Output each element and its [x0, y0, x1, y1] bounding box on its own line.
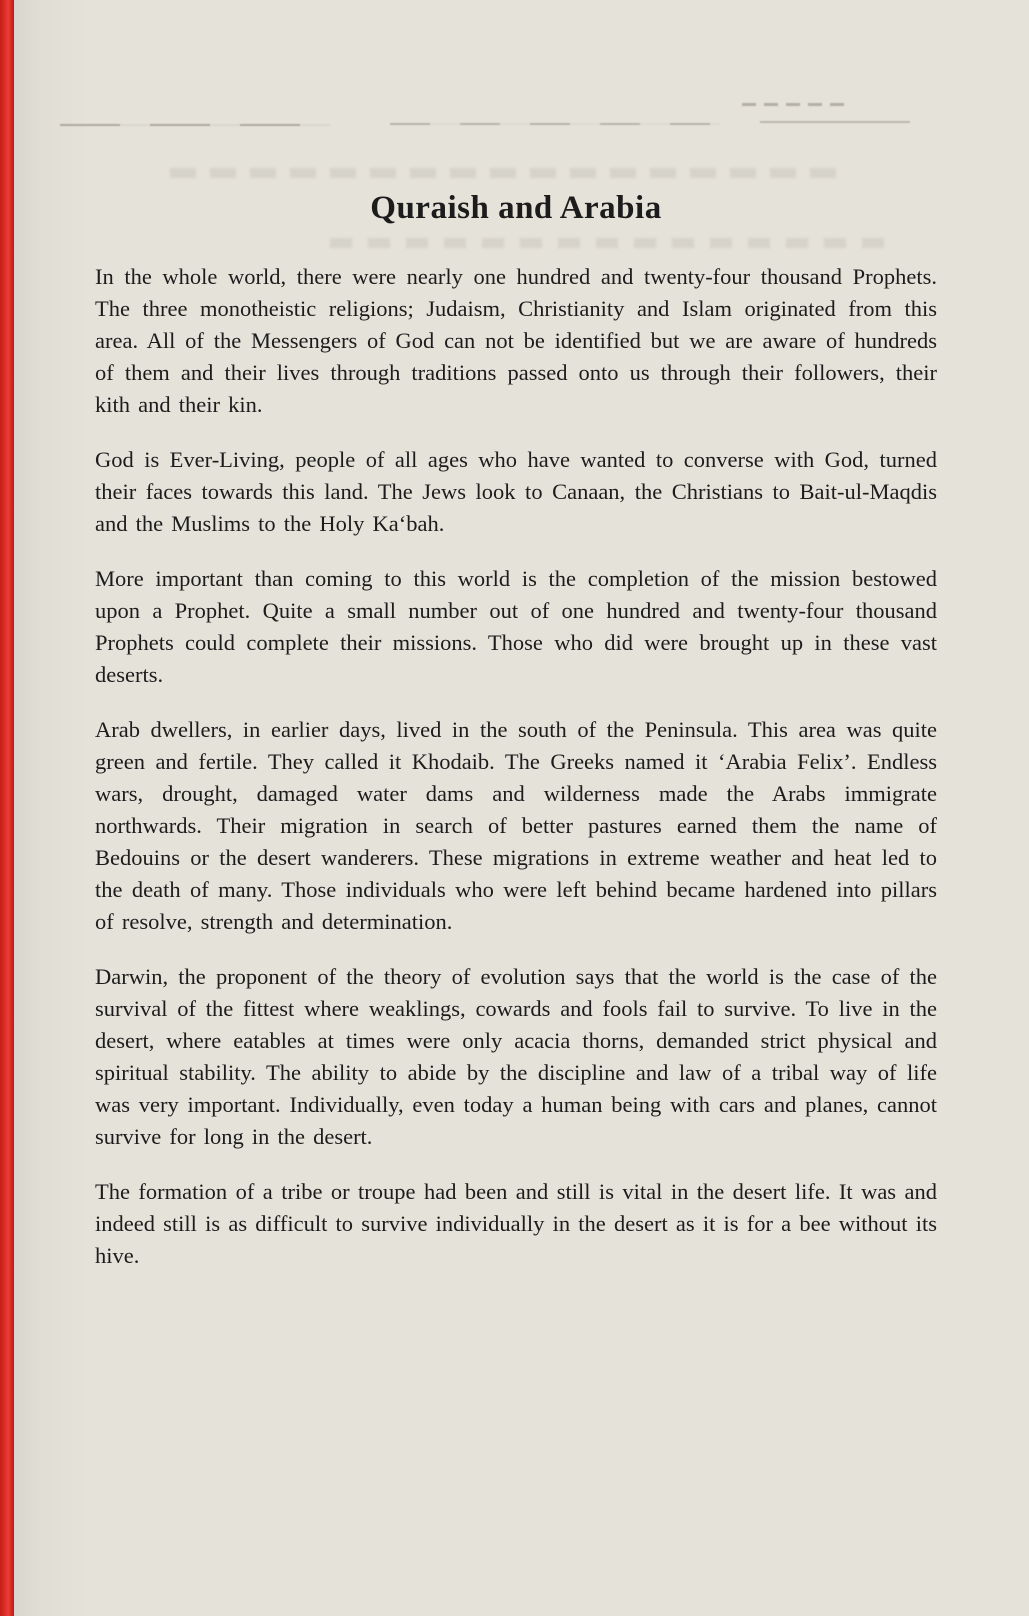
- scan-artifact-smudge: [742, 103, 852, 106]
- scan-artifact-ghost-text: [170, 168, 850, 178]
- body-text: [95, 261, 937, 1272]
- paragraph-mission: More important than coming to this world is the completion of the mission bestowed upon a Prophet. Quite a small number out of one hundred and twenty-four thousand Prophets could complete their missions. Those who did were brought up in these vast deserts.: [95, 566, 937, 687]
- page-title: Quraish and Arabia: [370, 190, 662, 226]
- paragraph-darwin: Darwin, the proponent of the theory of evolution says that the world is the case of the survival of the fittest where weaklings, cowards and fools fail to survive. To live in the desert, where eatables at times were only acacia thorns, demanded strict physical and spiritual stability. The ability to abide by the discipline and law of a tribal way of life was very important. Individually, even today a human being with cars and planes, cannot survive for long in the desert.: [95, 964, 937, 1149]
- page-content: [95, 190, 937, 1272]
- paragraph-prophets: In the whole world, there were nearly one hundred and twenty-four thousand Prophets. The three monotheistic religions; Judaism, Christianity and Islam originated from this area. All of the Messengers of God can not be identified but we are aware of hundreds of them and their lives through traditions passed onto us through their followers, their kith and their kin.: [95, 264, 937, 417]
- scan-artifact-rule: [390, 123, 720, 125]
- scan-artifact-rule: [60, 124, 330, 126]
- paragraph-god-ever-living: God is Ever-Living, people of all ages who have wanted to converse with God, turned their faces towards this land. The Jews look to Canaan, the Christians to Bait-ul-Maqdis and the Muslims to the Holy Ka‘bah.: [95, 447, 937, 536]
- book-cover-red-edge: [0, 0, 14, 1616]
- scan-artifact-rule: [760, 121, 910, 123]
- paragraph-arab-dwellers: Arab dwellers, in earlier days, lived in the south of the Peninsula. This area was quite green and fertile. They called it Khodaib. The Greeks named it ‘Arabia Felix’. Endless wars, drought, damaged water dams and wilderness made the Arabs immigrate northwards. Their migration in search of better pastures earned them the name of Bedouins or the desert wanderers. These migrations in extreme weather and heat led to the death of many. Those individuals who were left behind became hardened into pillars of resolve, strength and determination.: [95, 717, 937, 934]
- paragraph-tribe-formation: The formation of a tribe or troupe had been and still is vital in the desert life. It was and indeed still is as difficult to survive individually in the desert as it is for a bee without its hive.: [95, 1179, 937, 1268]
